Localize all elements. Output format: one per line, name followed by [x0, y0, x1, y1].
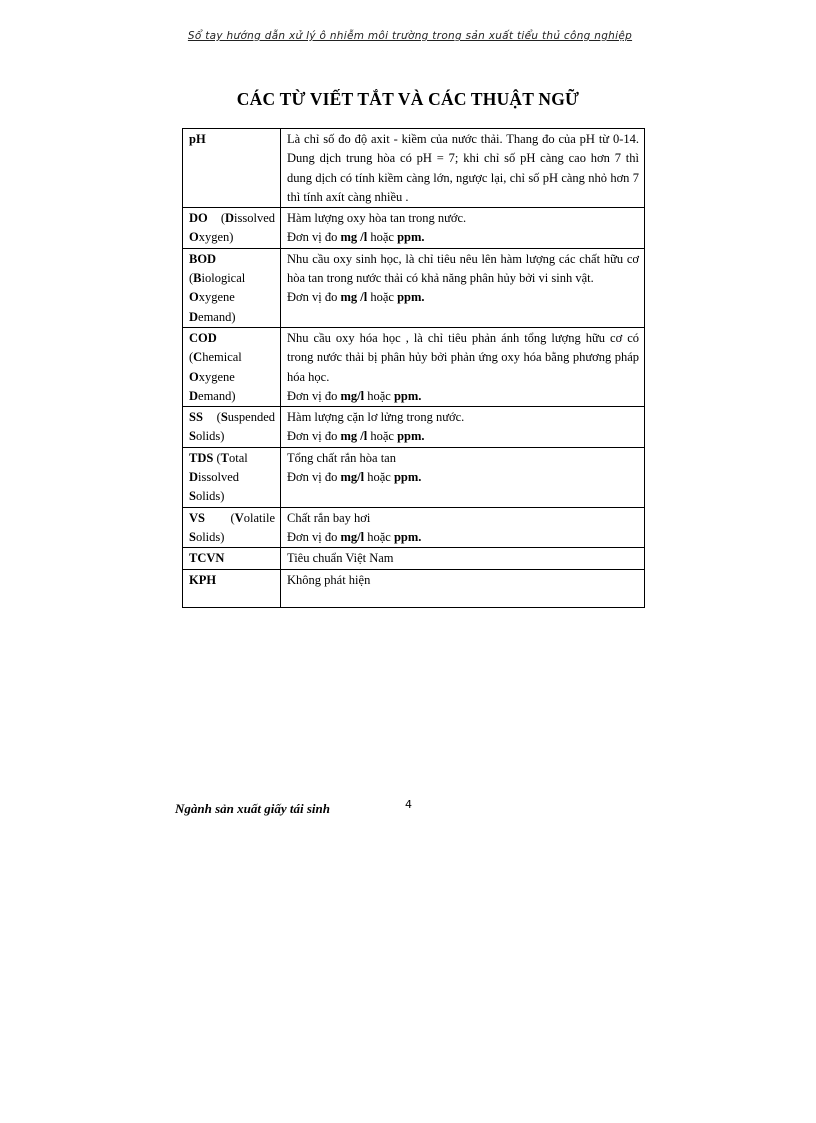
term-text: issolved: [198, 470, 240, 485]
definition-cell: [281, 407, 645, 448]
unit-label: Đơn vị đo: [287, 230, 341, 245]
page-number: 4: [405, 798, 412, 811]
unit-label: Đơn vị đo: [287, 388, 341, 403]
term-text: xygen): [198, 230, 234, 245]
term-abbreviation: DO: [189, 211, 208, 226]
definition-cell: [281, 208, 645, 249]
term-text: (: [207, 211, 225, 226]
term-initial: O: [189, 369, 199, 384]
footer-title: Ngành sản xuất giấy tái sinh: [175, 801, 330, 816]
term-cell: TDS (Total Dissolved Solids): [183, 447, 281, 507]
unit-label: Đơn vị đo: [287, 470, 341, 485]
definition-cell: [281, 129, 645, 208]
unit-label: Đơn vị đo: [287, 290, 341, 305]
definition-cell: [281, 447, 645, 507]
unit-conjunction: hoặc: [367, 429, 398, 444]
term-text: otal: [228, 450, 248, 465]
term-abbreviation: SS: [189, 410, 203, 425]
definition-cell: [281, 248, 645, 327]
unit-conjunction: hoặc: [367, 230, 398, 245]
term-text: emand): [198, 388, 236, 403]
term-initial: D: [189, 470, 199, 485]
page-title: CÁC TỪ VIẾT TẮT VÀ CÁC THUẬT NGỮ: [236, 89, 580, 109]
definition-text: Hàm lượng oxy hòa tan trong nước.: [287, 211, 467, 226]
term-text: olatile: [243, 510, 275, 525]
unit-value: mg /l: [340, 290, 368, 305]
table-row: [183, 548, 645, 569]
term-abbreviation: TDS: [189, 450, 214, 465]
running-header: [180, 30, 640, 42]
unit-value: ppm.: [397, 230, 425, 245]
term-text: xygene: [198, 290, 235, 305]
definition-text: Hàm lượng cặn lơ lửng trong nước.: [287, 410, 465, 425]
term-initial: C: [193, 350, 203, 365]
table-row: [183, 327, 645, 406]
unit-value: ppm.: [393, 388, 422, 403]
term-cell: VS (Volatile Solids): [183, 507, 281, 548]
term-text: iological: [201, 271, 246, 286]
term-initial: S: [189, 429, 196, 444]
term-text: emand): [198, 309, 236, 324]
definition-cell: [281, 548, 645, 569]
term-initial: D: [189, 309, 199, 324]
term-initial: T: [220, 450, 229, 465]
table-row: [183, 208, 645, 249]
term-cell: [183, 548, 281, 569]
term-cell: [183, 129, 281, 208]
term-cell: COD (Chemical Oxygene Demand): [183, 327, 281, 406]
term-abbreviation: BOD: [189, 251, 217, 266]
term-abbreviation: TCVN: [189, 551, 225, 566]
term-abbreviation: pH: [189, 132, 206, 146]
term-text: olids): [195, 529, 225, 544]
definition-text: Không phát hiện: [287, 572, 371, 587]
definition-text: Nhu cầu oxy sinh học, là chỉ tiêu nêu lên hàm lượng các chất hữu cơ hòa tan trong nước thải có khả năng phân hủy bởi vi sinh vật.: [287, 251, 639, 286]
term-text: xygene: [198, 369, 235, 384]
unit-value: mg/l: [340, 470, 365, 485]
term-abbreviation: COD: [189, 330, 217, 345]
definition-cell: [281, 327, 645, 406]
unit-conjunction: hoặc: [367, 290, 398, 305]
term-text: issolved: [234, 211, 275, 226]
definition-cell: [281, 569, 645, 607]
unit-value: ppm.: [393, 470, 422, 485]
term-initial: B: [193, 271, 202, 286]
unit-value: mg/l: [340, 388, 365, 403]
definition-text: Nhu cầu oxy hóa học , là chỉ tiêu phản ánh tổng lượng hữu cơ có trong nước thải bị phân hủy bởi phản ứng oxy hóa bằng phương pháp hóa học.: [287, 330, 639, 384]
term-cell: SS (Suspended Solids): [183, 407, 281, 448]
unit-value: ppm.: [397, 429, 425, 444]
term-initial: D: [189, 388, 199, 403]
unit-conjunction: hoặc: [364, 529, 394, 544]
table-row: [183, 447, 645, 507]
unit-value: ppm.: [393, 529, 422, 544]
term-text: olids): [195, 429, 225, 444]
running-header-text: Sổ tay hướng dẫn xử lý ô nhiễm môi trường trong sản xuất tiểu thủ công nghiệp: [187, 30, 633, 42]
unit-value: mg /l: [340, 230, 368, 245]
term-initial: S: [220, 410, 228, 425]
term-abbreviation: VS: [189, 510, 205, 525]
term-initial: D: [224, 211, 235, 226]
definition-text: Tổng chất rắn hòa tan: [287, 450, 396, 465]
term-cell: [183, 208, 281, 249]
term-cell: BOD (Biological Oxygene Demand): [183, 248, 281, 327]
table-row: [183, 248, 645, 327]
term-initial: O: [189, 230, 199, 245]
unit-conjunction: hoặc: [364, 388, 394, 403]
table-row: [183, 407, 645, 448]
definition-cell: [281, 507, 645, 548]
term-initial: O: [189, 290, 199, 305]
unit-label: Đơn vị đo: [287, 529, 341, 544]
unit-value: ppm.: [397, 290, 425, 305]
unit-value: mg/l: [340, 529, 365, 544]
term-text: hemical: [202, 350, 242, 365]
term-text: olids): [195, 489, 225, 504]
term-initial: V: [234, 510, 244, 525]
unit-conjunction: hoặc: [364, 470, 394, 485]
unit-label: Đơn vị đo: [287, 429, 341, 444]
term-text: uspended: [227, 410, 275, 425]
term-initial: S: [189, 489, 196, 504]
table-row: [183, 129, 645, 208]
term-initial: S: [189, 529, 196, 544]
abbreviations-table: [182, 128, 645, 608]
unit-value: mg /l: [340, 429, 368, 444]
definition-text: Tiêu chuẩn Việt Nam: [287, 551, 394, 566]
table-row: [183, 569, 645, 607]
term-cell: [183, 569, 281, 607]
definition-text: Là chỉ số đo độ axit - kiềm của nước thải. Thang đo của pH từ 0-14. Dung dịch trung hòa có pH = 7; khi chỉ số pH càng cao hơn 7 thì dung dịch có tính kiềm càng lớn, ngược lại, chỉ số pH càng nhỏ hơn 7 thì tính axít càng nhiều .: [287, 132, 639, 204]
term-abbreviation: KPH: [189, 572, 217, 587]
table-row: [183, 507, 645, 548]
definition-text: Chất rắn bay hơi: [287, 510, 371, 525]
